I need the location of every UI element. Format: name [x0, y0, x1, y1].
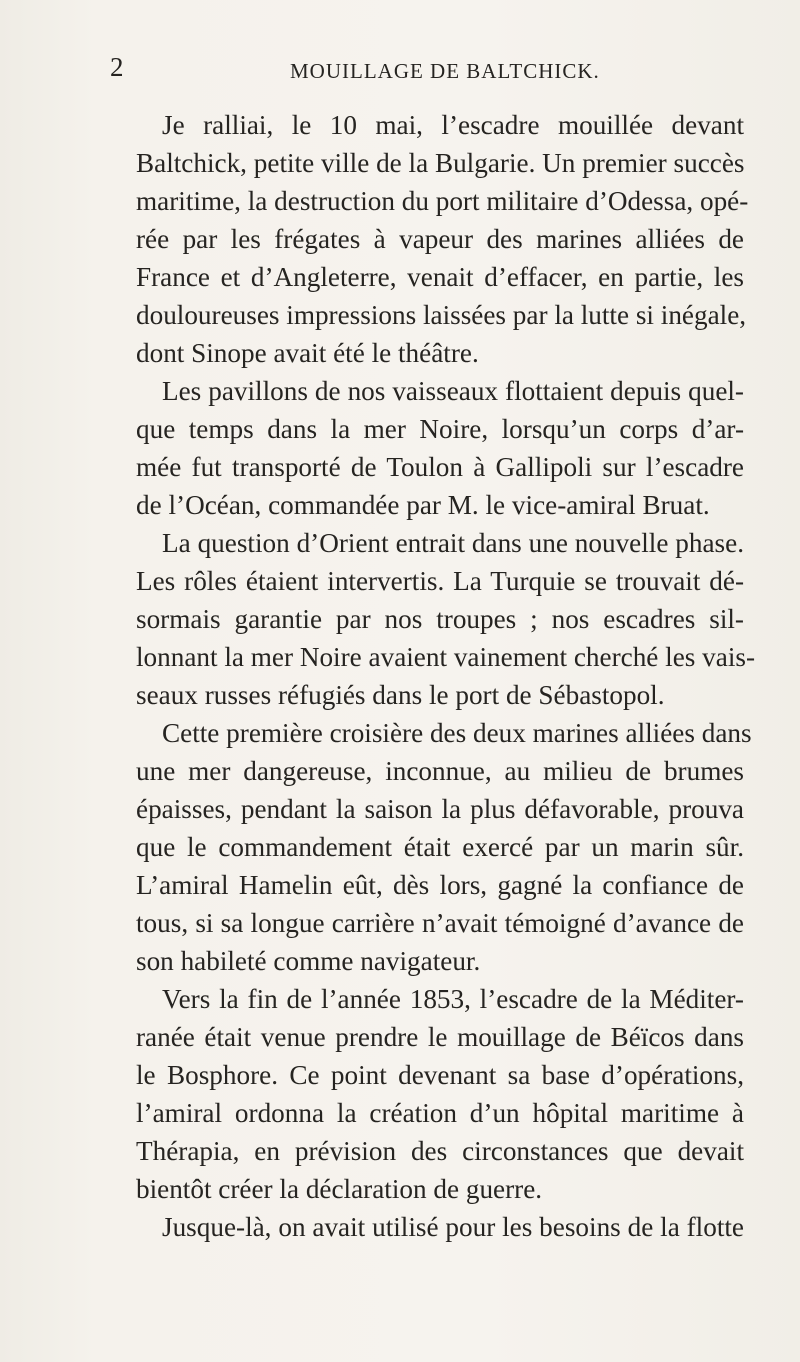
- text-line: L’amiral Hamelin eût, dès lors, gagné la confiance de: [136, 870, 744, 900]
- text-line: le Bosphore. Ce point devenant sa base d’opérations,: [136, 1060, 744, 1090]
- text-line: ranée était venue prendre le mouillage de Béïcos dans: [136, 1022, 744, 1052]
- text-line: douloureuses impressions laissées par la lutte si inégale,: [136, 300, 747, 330]
- text-line: Jusque-là, on avait utilisé pour les besoins de la flotte: [162, 1212, 744, 1242]
- text-line: que temps dans la mer Noire, lorsqu’un corps d’ar-: [136, 414, 744, 444]
- text-line: mée fut transporté de Toulon à Gallipoli sur l’escadre: [136, 452, 744, 482]
- text-line: France et d’Angleterre, venait d’effacer, en partie, les: [136, 262, 744, 292]
- text-line: Les rôles étaient intervertis. La Turquie se trouvait dé-: [136, 566, 744, 596]
- text-line: Vers la fin de l’année 1853, l’escadre de la Méditer-: [162, 984, 744, 1014]
- text-line: l’amiral ordonna la création d’un hôpital maritime à: [136, 1098, 744, 1128]
- text-line: Les pavillons de nos vaisseaux flottaient depuis quel-: [162, 376, 744, 406]
- text-line: Baltchick, petite ville de la Bulgarie. Un premier succès: [136, 148, 745, 178]
- text-line: La question d’Orient entrait dans une nouvelle phase.: [162, 528, 744, 558]
- text-line: seaux russes réfugiés dans le port de Sébastopol.: [136, 680, 665, 710]
- running-head: MOUILLAGE DE BALTCHICK.: [290, 59, 600, 83]
- text-line: de l’Océan, commandée par M. le vice-amiral Bruat.: [136, 490, 710, 520]
- text-line: dont Sinope avait été le théâtre.: [136, 338, 479, 368]
- text-line: bientôt créer la déclaration de guerre.: [136, 1174, 543, 1204]
- text-line: tous, si sa longue carrière n’avait témoigné d’avance de: [136, 908, 744, 938]
- text-line: une mer dangereuse, inconnue, au milieu de brumes: [136, 756, 744, 786]
- text-line: sormais garantie par nos troupes ; nos escadres sil-: [136, 604, 744, 634]
- text-line: Je ralliai, le 10 mai, l’escadre mouillée devant: [162, 110, 744, 140]
- text-line: rée par les frégates à vapeur des marines alliées de: [136, 224, 744, 254]
- body-text: [136, 106, 756, 1246]
- text-line: que le commandement était exercé par un marin sûr.: [136, 832, 744, 862]
- text-line: épaisses, pendant la saison la plus défavorable, prouva: [136, 794, 744, 824]
- text-line: Thérapia, en prévision des circonstances que devait: [136, 1136, 744, 1166]
- text-line: Cette première croisière des deux marines alliées dans: [162, 718, 752, 748]
- text-line: son habileté comme navigateur.: [136, 946, 481, 976]
- text-line: lonnant la mer Noire avaient vainement cherché les vais-: [136, 642, 756, 672]
- page-number: 2: [110, 52, 124, 82]
- text-line: maritime, la destruction du port militaire d’Odessa, opé-: [136, 186, 749, 216]
